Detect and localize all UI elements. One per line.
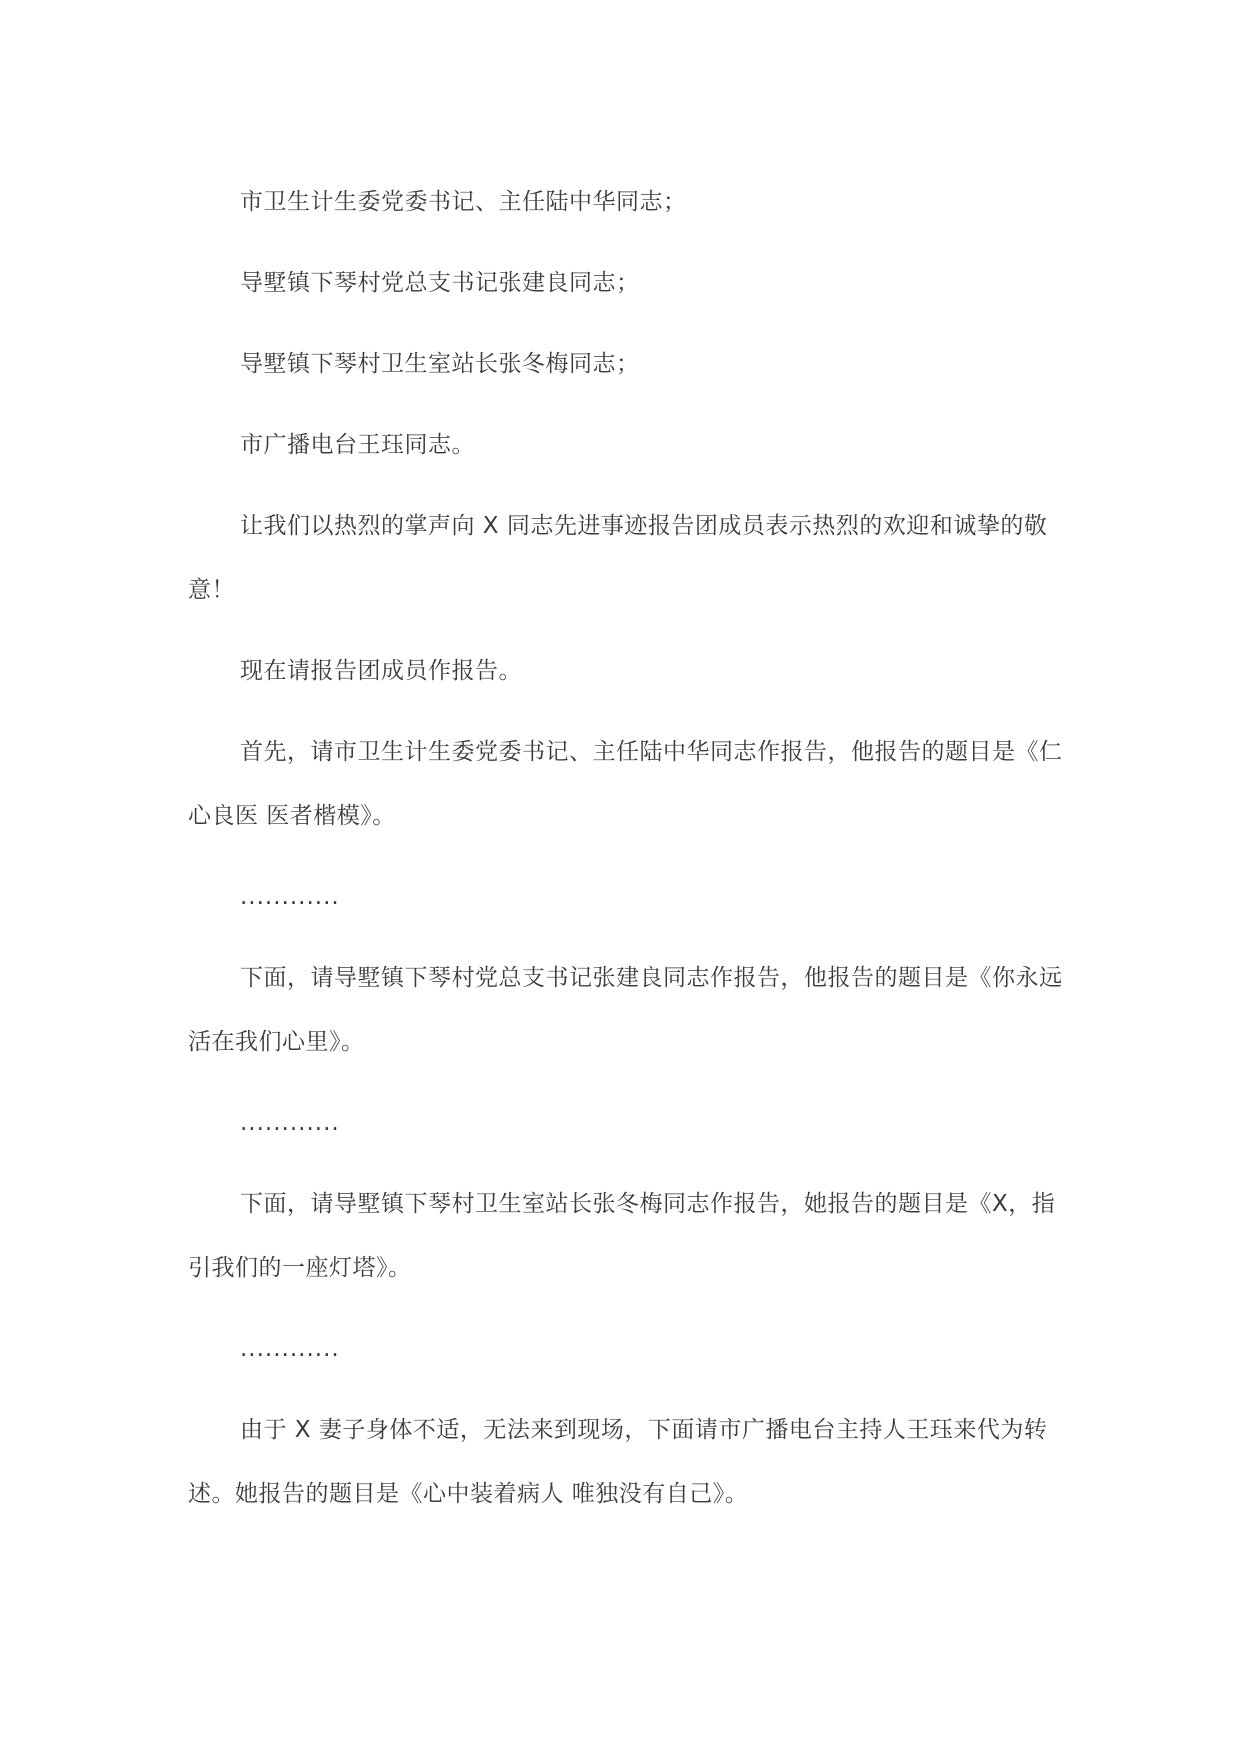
paragraph-report-2: 下面，请导墅镇下琴村党总支书记张建良同志作报告，他报告的题目是《你永远活在我们心里》。: [188, 965, 1063, 1055]
paragraph-invite-reports: 现在请报告团成员作报告。: [240, 658, 522, 684]
paragraph-report-1: 首先，请市卫生计生委党委书记、主任陆中华同志作报告，他报告的题目是《仁心良医 医者楷模》。: [188, 739, 1063, 829]
paragraph-report-3: 下面，请导墅镇下琴村卫生室站长张冬梅同志作报告，她报告的题目是《X，指引我们的一座灯塔》。: [188, 1191, 1056, 1281]
paragraph-attendee-2: 导墅镇下琴村党总支书记张建良同志；: [240, 270, 640, 296]
paragraph-ellipsis-2: ............: [240, 1110, 340, 1136]
paragraph-attendee-4: 市广播电台王珏同志。: [240, 432, 475, 458]
document-body: [188, 170, 1068, 1543]
paragraph-ellipsis-3: ............: [240, 1336, 340, 1362]
paragraph-attendee-3: 导墅镇下琴村卫生室站长张冬梅同志；: [240, 351, 640, 377]
paragraph-report-4: 由于 X 妻子身体不适，无法来到现场，下面请市广播电台主持人王珏来代为转述。她报告的题目是《心中装着病人 唯独没有自己》。: [188, 1417, 1048, 1507]
paragraph-ellipsis-1: ............: [240, 884, 340, 910]
paragraph-welcome: 让我们以热烈的掌声向 X 同志先进事迹报告团成员表示热烈的欢迎和诚挚的敬意！: [188, 513, 1048, 603]
paragraph-attendee-1: 市卫生计生委党委书记、主任陆中华同志；: [240, 189, 687, 215]
